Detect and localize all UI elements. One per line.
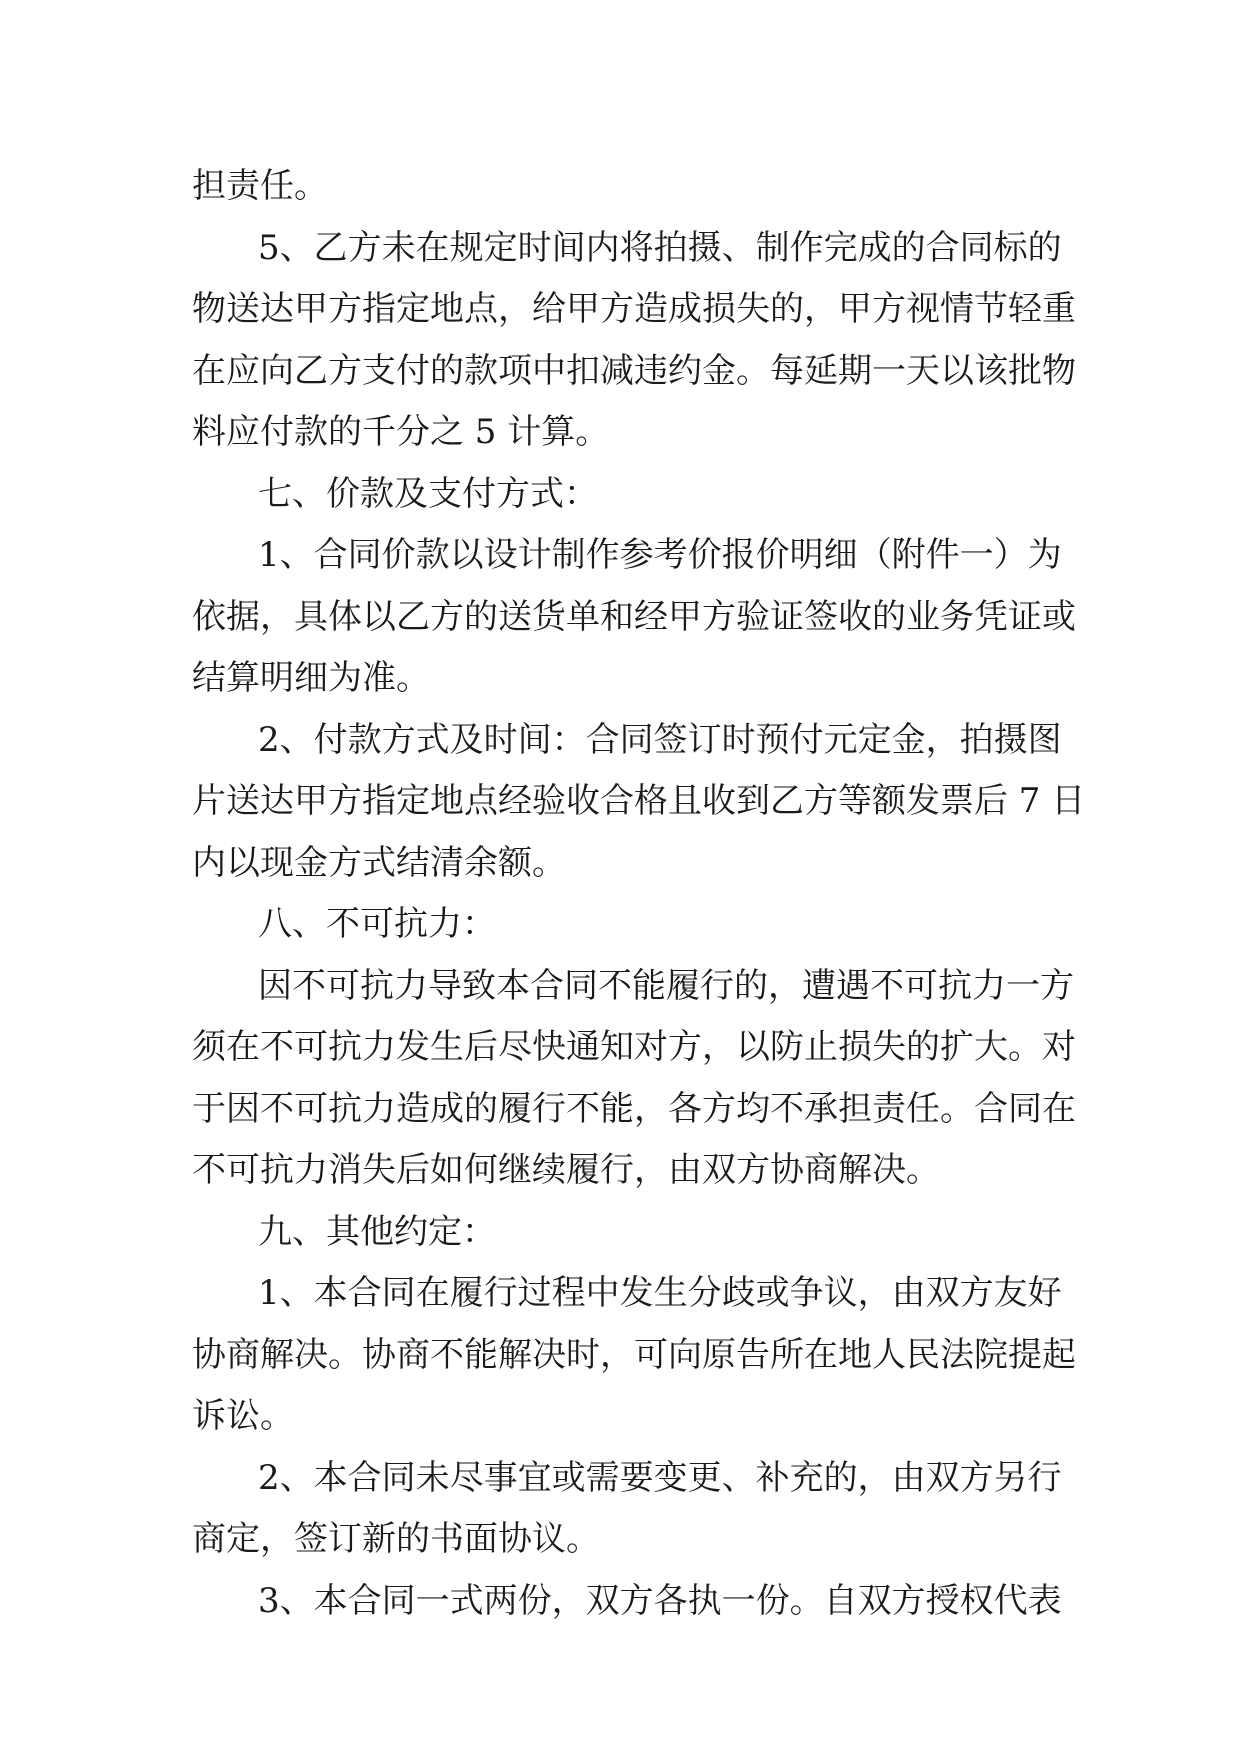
- section-heading: 九、其他约定：: [258, 1211, 496, 1252]
- text-line: 依据，具体以乙方的送货单和经甲方验证签收的业务凭证或: [192, 596, 1076, 637]
- text-line: 1、本合同在履行过程中发生分歧或争议，由双方友好: [258, 1273, 1062, 1313]
- text-line: 2、本合同未尽事宜或需要变更、补充的，由双方另行: [258, 1457, 1062, 1498]
- text-line: 于因不可抗力造成的履行不能，各方均不承担责任。合同在: [192, 1088, 1076, 1129]
- text-line: 须在不可抗力发生后尽快通知对方，以防止损失的扩大。对: [192, 1027, 1076, 1067]
- text-line: 3、本合同一式两份，双方各执一份。自双方授权代表: [258, 1580, 1062, 1621]
- text-line: 物送达甲方指定地点，给甲方造成损失的，甲方视情节轻重: [192, 289, 1076, 329]
- text-line: 2、付款方式及时间：合同签订时预付元定金，拍摄图: [258, 719, 1062, 760]
- text-line: 1、合同价款以设计制作参考价报价明细（附件一）为: [258, 535, 1062, 575]
- text-line: 在应向乙方支付的款项中扣减违约金。每延期一天以该批物: [192, 350, 1076, 391]
- text-line: 商定，签订新的书面协议。: [192, 1519, 600, 1559]
- section-heading: 七、价款及支付方式：: [258, 473, 598, 514]
- text-line: 担责任。: [192, 166, 328, 206]
- text-line: 料应付款的千分之 5 计算。: [192, 412, 610, 452]
- text-line: 结算明细为准。: [192, 658, 430, 698]
- text-line: 内以现金方式结清余额。: [192, 842, 566, 883]
- text-line: 协商解决。协商不能解决时，可向原告所在地人民法院提起: [192, 1334, 1076, 1375]
- contract-page: [192, 156, 1086, 1632]
- text-line: 片送达甲方指定地点经验收合格且收到乙方等额发票后 7 日: [192, 781, 1086, 821]
- text-line: 5、乙方未在规定时间内将拍摄、制作完成的合同标的: [258, 227, 1062, 268]
- text-line: 诉讼。: [192, 1396, 294, 1436]
- section-heading: 八、不可抗力：: [258, 904, 496, 944]
- text-line: 不可抗力消失后如何继续履行，由双方协商解决。: [192, 1150, 940, 1190]
- text-line: 因不可抗力导致本合同不能履行的，遭遇不可抗力一方: [258, 965, 1074, 1006]
